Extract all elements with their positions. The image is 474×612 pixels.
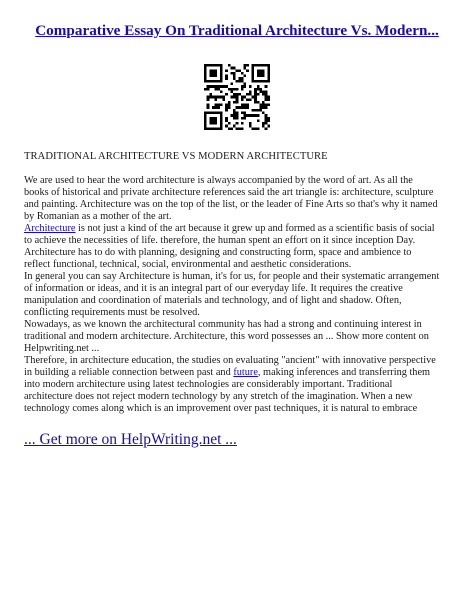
body-text-span: , making inferences and transferring them [257,367,431,378]
body-text-span: In general you can say Architecture is human, it's for us, for people and their systematic arrangement [24,271,440,282]
body-line [24,343,452,355]
body-line [24,187,452,199]
body-line [24,307,452,319]
qr-code-icon [204,64,270,130]
body-text-span: into modern architecture using latest technologies are considerably important. Traditional [24,379,393,390]
body-line [24,391,452,403]
body-line [24,367,452,379]
body-line [24,295,452,307]
body-text-span: manipulation and coordination of materials and technology, and of light and shadow. Often, [24,295,402,306]
body-text-span: architecture does not reject modern technology by any stretch of the imagination. When a new [24,391,413,402]
inline-link[interactable]: Architecture [24,223,76,234]
body-line [24,247,452,259]
body-line [24,379,452,391]
body-line [24,403,452,415]
body-text-span: of information or ideas, and it is an integral part of our everyday life. It requires the creative [24,283,403,294]
body-text-span: conflicting requirements must be resolved. [24,307,200,318]
body-line [24,211,452,223]
essay-title-link[interactable]: Comparative Essay On Traditional Architecture Vs. Modern... [35,22,439,39]
body-text-span: Therefore, in architecture education, the studies on evaluating "ancient" with innovative perspective [24,355,436,366]
body-line [24,331,452,343]
body-text-span: technology comes along which is an improvement over past techniques, it is natural to embrace [24,403,418,414]
inline-link[interactable]: future [233,367,258,378]
body-line [24,319,452,331]
body-text-span: We are used to hear the word architecture is always accompanied by the word of art. As all the [24,175,413,186]
body-line [24,199,452,211]
essay-body [24,175,452,415]
essay-heading: TRADITIONAL ARCHITECTURE VS MODERN ARCHITECTURE [24,151,328,162]
body-text-span: Architecture has to do with planning, designing and constructing form, space and ambience to [24,247,412,258]
body-text-span: Helpwriting.net ... [24,343,100,354]
body-text-span: in building a reliable connection between past and [24,367,234,378]
body-line [24,259,452,271]
body-line [24,223,452,235]
body-text-span: by Romanian as a mother of the art. [24,211,172,222]
body-line [24,175,452,187]
body-text-span: reflect functional, technical, social, environmental and aesthetic considerations. [24,259,352,270]
body-line [24,235,452,247]
body-text-span: books of historical and private architecture references said the art triangle is: architecture, sculpture [24,187,434,198]
get-more-link[interactable]: ... Get more on HelpWriting.net ... [24,431,237,448]
body-text-span: and painting. Architecture was on the top of the list, or the leader of Fine Arts so that's why it named [24,199,438,210]
body-line [24,355,452,367]
body-line [24,283,452,295]
body-text-span: to achieve the necessities of life. therefore, the human spent an effort on it since inception Day. [24,235,416,246]
body-text-span: is not just a kind of the art because it grew up and formed as a scientific basis of social [75,223,435,234]
body-text-span: traditional and modern architecture. Architecture, this word possesses an ... Show more content on [24,331,429,342]
body-line [24,271,452,283]
body-text-span: Nowadays, as we known the architectural community has had a strong and continuing interest in [24,319,422,330]
